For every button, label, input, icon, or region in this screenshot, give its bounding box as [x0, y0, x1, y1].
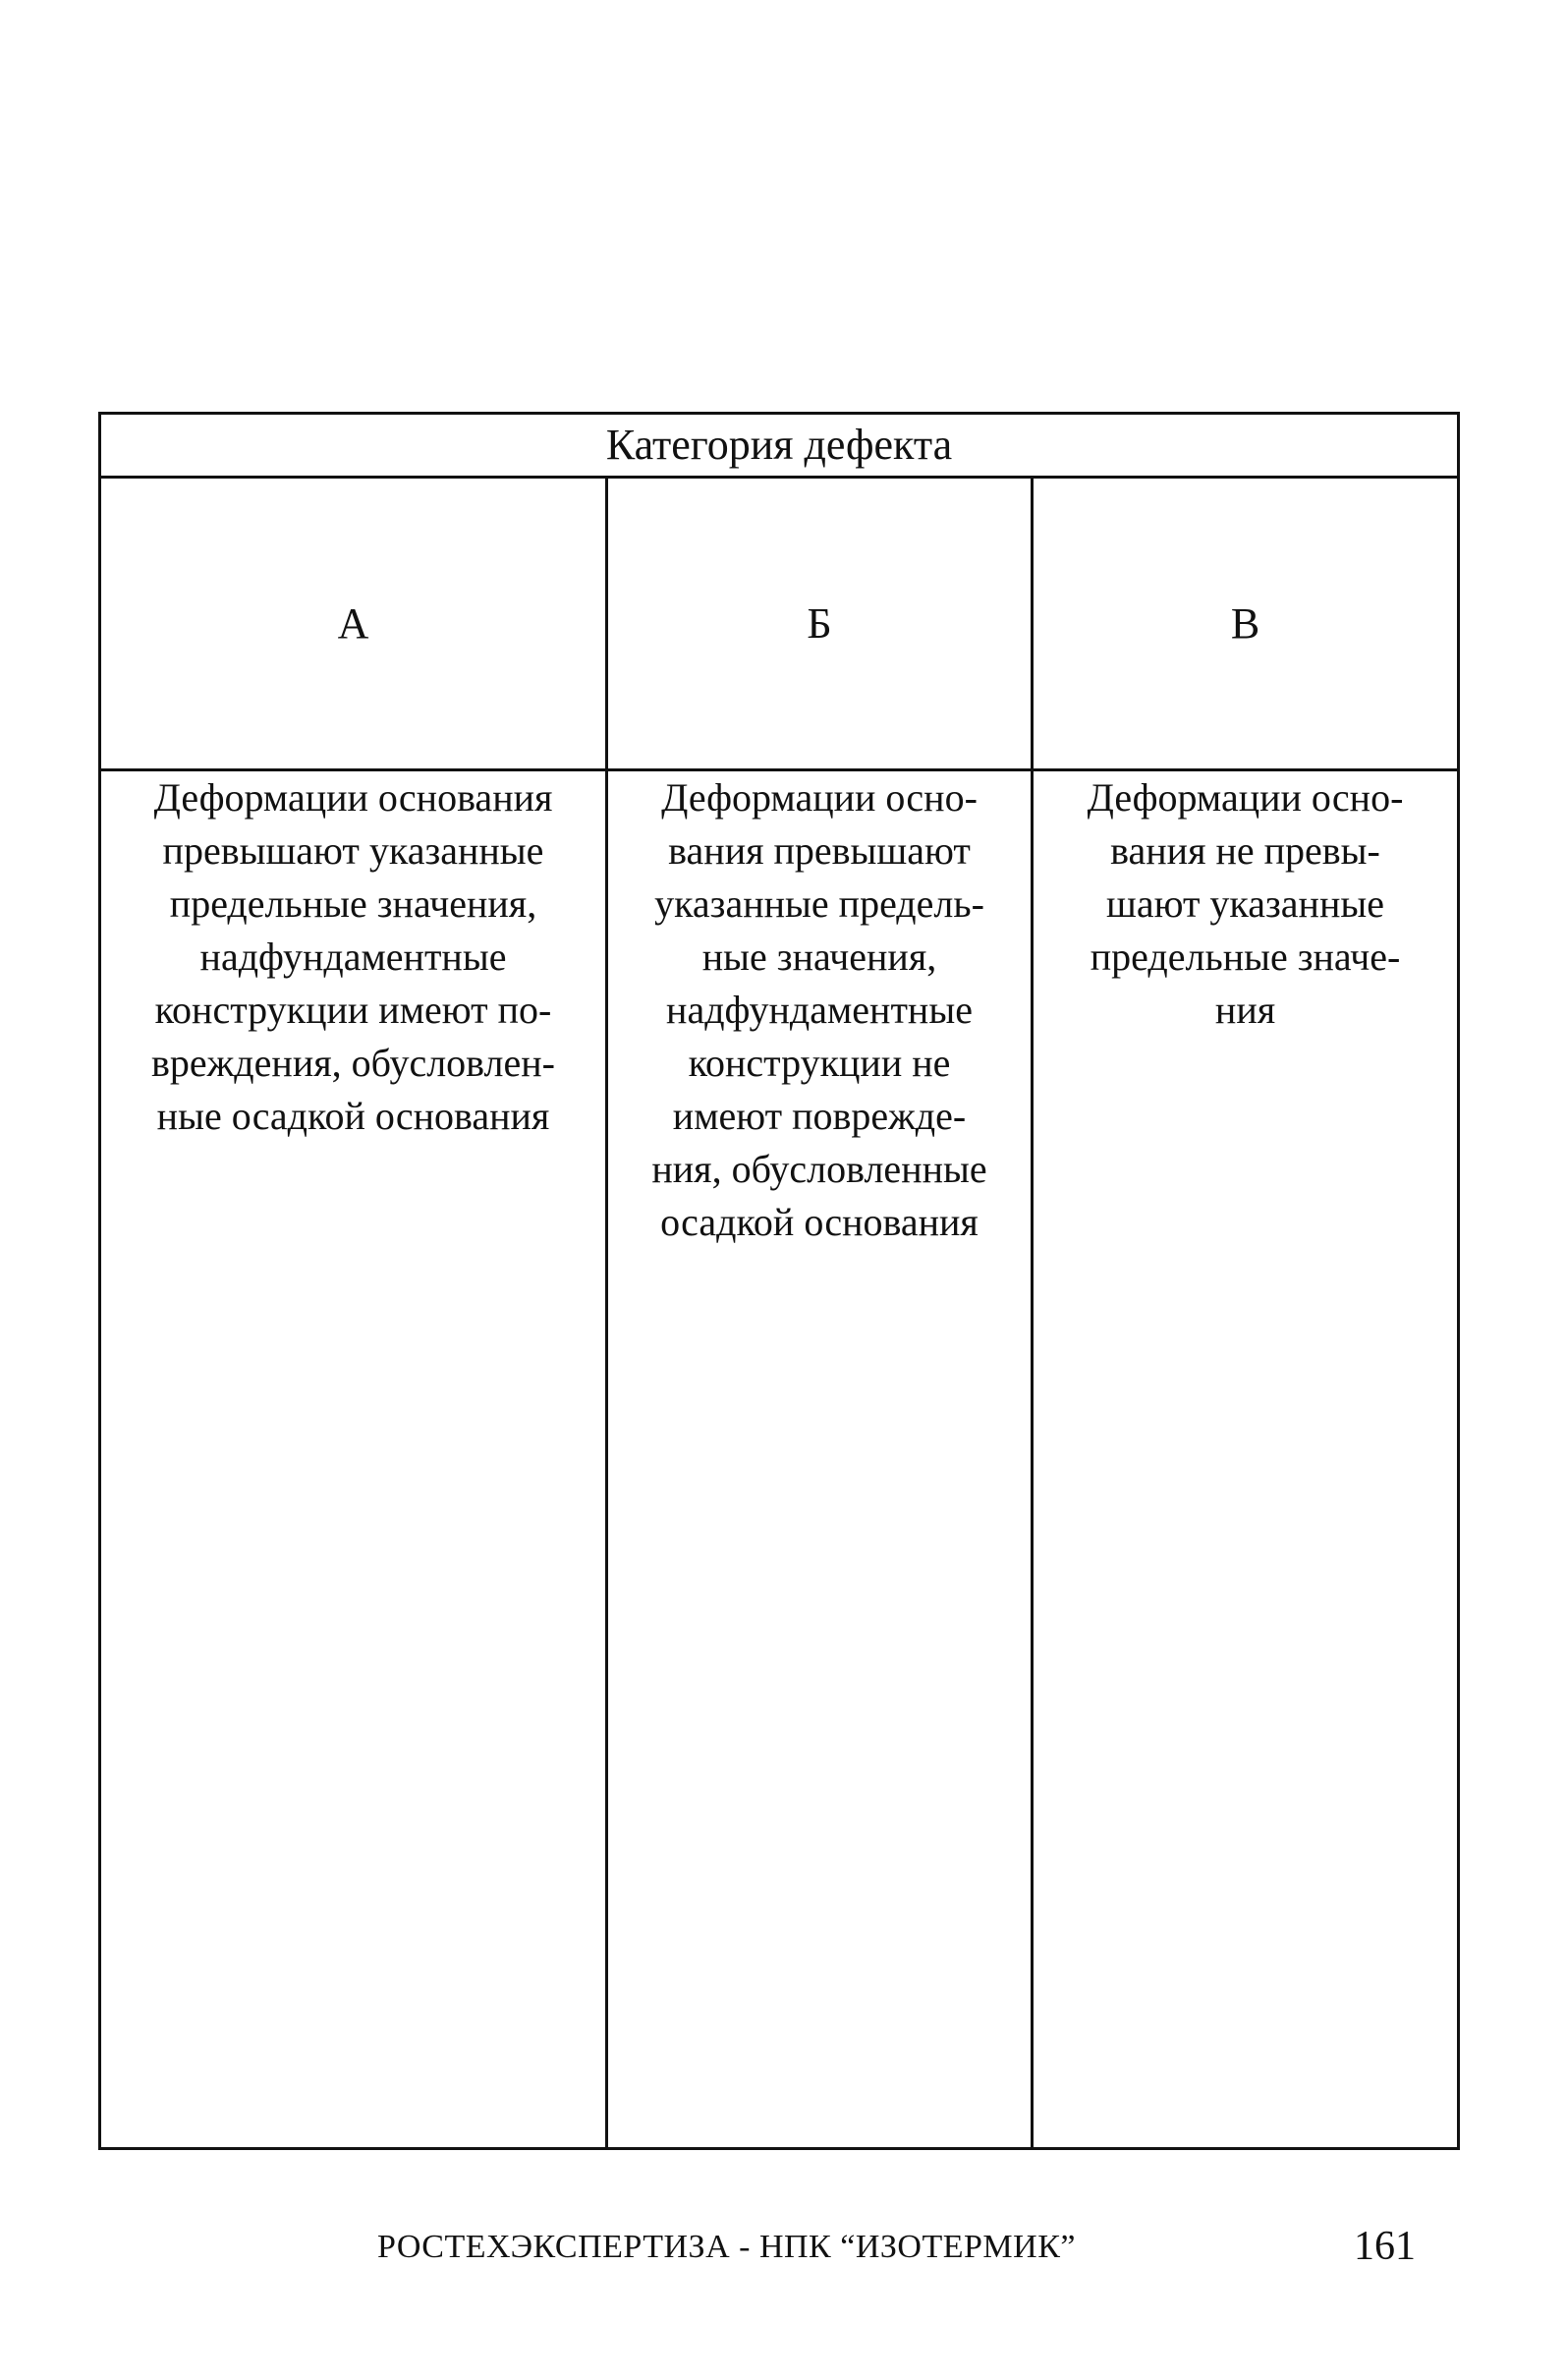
- description-line: осадкой основания: [660, 1200, 979, 1244]
- category-letters-row: [100, 478, 1459, 770]
- description-line: шают указанные: [1106, 881, 1384, 926]
- description-line: Деформации осно-: [661, 775, 978, 820]
- description-line: конструкции не: [688, 1041, 951, 1085]
- description-line: ные значения,: [701, 935, 937, 979]
- category-c-description: [1033, 770, 1459, 2149]
- description-line: надфундаментные: [666, 988, 973, 1032]
- defect-category-table: [98, 412, 1460, 2150]
- description-line: надфундаментные: [199, 935, 507, 979]
- description-line: ния: [1214, 988, 1276, 1032]
- category-b-description: [607, 770, 1033, 2149]
- description-line: ные осадкой основания: [156, 1094, 550, 1138]
- descriptions-row: [100, 770, 1459, 2149]
- footer-publisher: РОСТЕХЭКСПЕРТИЗА - НПК “ИЗОТЕРМИК”: [377, 2229, 1076, 2265]
- description-line: ния, обусловленные: [651, 1147, 987, 1191]
- description-line: вания превышают: [668, 828, 971, 873]
- description-line: вания не превы-: [1110, 828, 1380, 873]
- description-line: указанные предель-: [654, 881, 984, 926]
- description-line: превышают указанные: [162, 828, 544, 873]
- category-b-label: Б: [607, 478, 1033, 770]
- description-line: конструкции имеют по-: [154, 988, 552, 1032]
- description-line: предельные значе-: [1090, 935, 1401, 979]
- table-header-row: [100, 414, 1459, 478]
- page-number: 161: [1354, 2224, 1416, 2269]
- description-line: имеют поврежде-: [672, 1094, 967, 1138]
- description-line: Деформации осно-: [1087, 775, 1404, 820]
- category-header: Категория дефекта: [100, 414, 1459, 478]
- category-a-label: А: [100, 478, 607, 770]
- category-a-description: [100, 770, 607, 2149]
- description-line: Деформации основания: [153, 775, 553, 820]
- description-line: вреждения, обусловлен-: [151, 1041, 555, 1085]
- category-c-label: В: [1033, 478, 1459, 770]
- description-line: предельные значения,: [169, 881, 537, 926]
